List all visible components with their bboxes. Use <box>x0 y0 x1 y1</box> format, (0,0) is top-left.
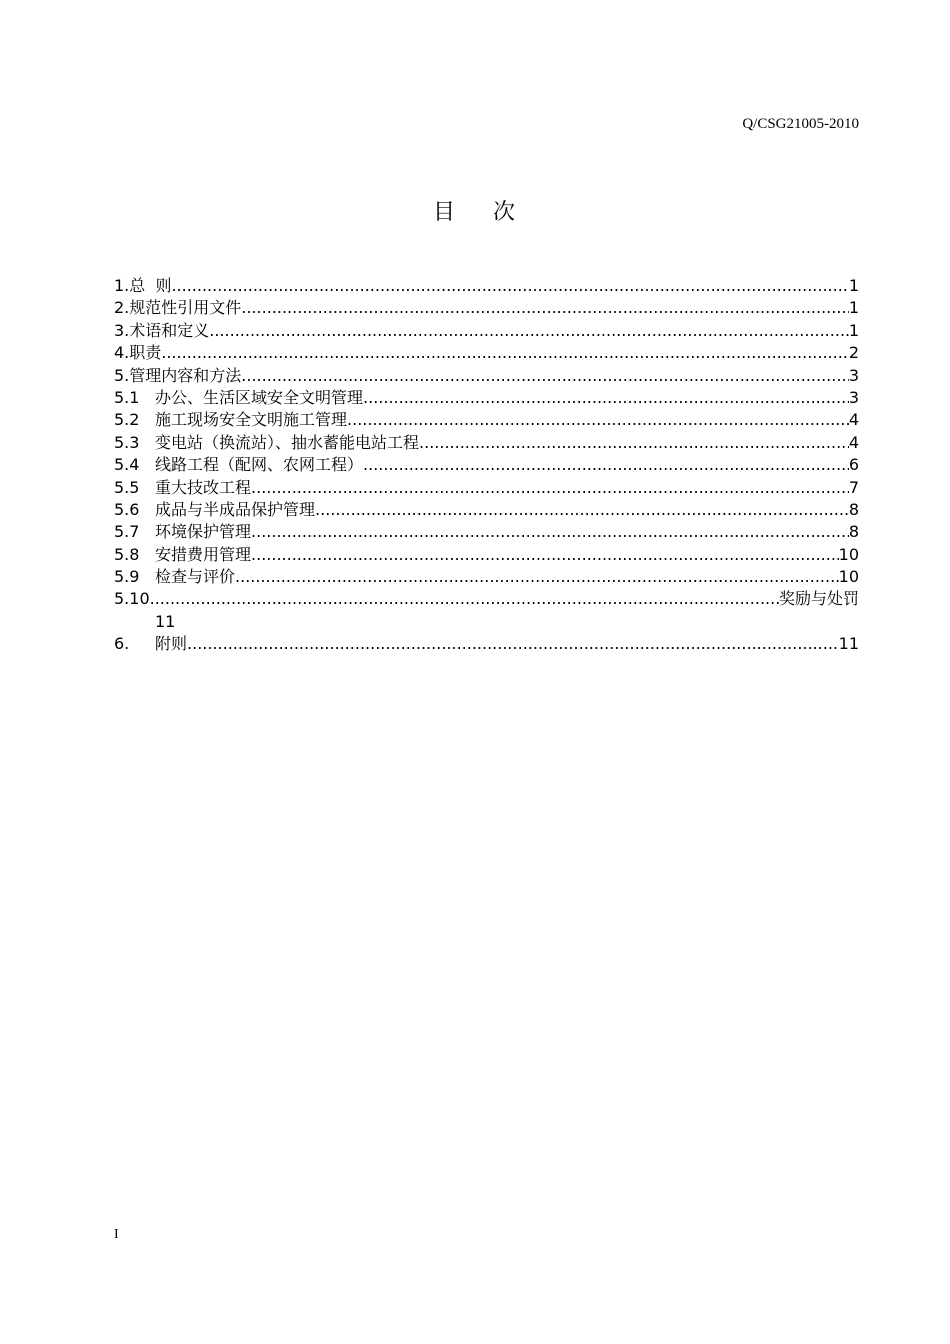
table-of-contents <box>114 275 859 656</box>
toc-entry-5-9[interactable] <box>114 566 859 588</box>
toc-leader-dots <box>241 365 849 387</box>
toc-entry-page: 1 <box>848 298 859 318</box>
toc-leader-dots <box>235 566 839 588</box>
toc-entry-5-7[interactable] <box>114 521 859 543</box>
toc-entry-5-5[interactable] <box>114 477 859 499</box>
toc-entry-5[interactable] <box>114 365 859 387</box>
toc-entry-1[interactable] <box>114 275 859 297</box>
toc-entry-label: 检查与评价 <box>155 567 236 587</box>
toc-leader-dots <box>187 633 839 655</box>
toc-entry-label: 变电站（换流站）、抽水蓄能电站工程 <box>155 432 420 452</box>
toc-entry-5-10[interactable] <box>114 588 859 633</box>
document-code: Q/CSG21005-2010 <box>742 116 859 132</box>
toc-entry-3[interactable] <box>114 320 859 342</box>
toc-entry-5-4[interactable] <box>114 454 859 476</box>
toc-entry-number: 5. <box>114 365 130 385</box>
toc-entry-page: 11 <box>155 611 176 631</box>
toc-entry-page: 10 <box>838 567 859 587</box>
toc-entry-label: 管理内容和方法 <box>129 365 242 385</box>
toc-entry-label: 职责 <box>129 343 162 363</box>
toc-entry-label: 术语和定义 <box>129 320 210 340</box>
toc-entry-label: 办公、生活区域安全文明管理 <box>155 387 364 407</box>
toc-entry-number: 5.4 <box>114 455 140 475</box>
toc-entry-page: 8 <box>848 499 859 519</box>
toc-entry-page: 3 <box>848 365 859 385</box>
toc-entry-label: 安措费用管理 <box>155 544 252 564</box>
toc-entry-number: 5.2 <box>114 410 140 430</box>
toc-entry-page: 2 <box>848 343 859 363</box>
toc-leader-dots <box>161 342 849 364</box>
toc-entry-4[interactable] <box>114 342 859 364</box>
toc-entry-page: 3 <box>848 387 859 407</box>
toc-entry-page: 8 <box>848 522 859 542</box>
toc-entry-5-3[interactable] <box>114 432 859 454</box>
toc-entry-number: 5.9 <box>114 567 140 587</box>
toc-entry-label: 规范性引用文件 <box>129 298 242 318</box>
toc-entry-page: 10 <box>838 544 859 564</box>
toc-leader-dots <box>363 387 849 409</box>
toc-entry-number: 2. <box>114 298 130 318</box>
toc-entry-6[interactable] <box>114 633 859 655</box>
toc-leader-dots <box>363 454 849 476</box>
toc-leader-dots <box>251 544 839 566</box>
toc-entry-number: 5.8 <box>114 544 140 564</box>
toc-leader-dots <box>347 409 849 431</box>
toc-entry-number: 1. <box>114 276 130 295</box>
title-char-1: 目 <box>432 200 457 225</box>
toc-leader-dots <box>241 297 849 319</box>
toc-entry-5-8[interactable] <box>114 544 859 566</box>
toc-entry-page: 4 <box>848 432 859 452</box>
page-number: I <box>114 1227 119 1242</box>
toc-entry-page: 6 <box>848 455 859 475</box>
toc-entry-5-1[interactable] <box>114 387 859 409</box>
toc-entry-page: 1 <box>848 276 859 295</box>
page-title <box>0 198 950 228</box>
toc-entry-number: 5.7 <box>114 522 140 542</box>
toc-entry-label: 施工现场安全文明施工管理 <box>155 410 348 430</box>
toc-entry-number: 5.6 <box>114 499 140 519</box>
toc-leader-dots <box>315 499 849 521</box>
title-char-2: 次 <box>493 200 518 225</box>
toc-leader-dots <box>171 275 848 297</box>
toc-entry-page: 1 <box>848 320 859 340</box>
toc-entry-page: 4 <box>848 410 859 430</box>
toc-entry-number: 4. <box>114 343 130 363</box>
toc-entry-number: 5.5 <box>114 477 140 497</box>
toc-entry-label: 总 则 <box>129 276 172 295</box>
toc-leader-dots <box>150 588 779 610</box>
toc-entry-number: 3. <box>114 320 130 340</box>
toc-entry-page: 11 <box>838 634 859 654</box>
toc-leader-dots <box>209 320 849 342</box>
toc-entry-label: 奖励与处罚 <box>778 589 859 609</box>
toc-entry-label: 线路工程（配网、农网工程） <box>155 455 364 475</box>
toc-entry-page: 7 <box>848 477 859 497</box>
toc-leader-dots <box>419 432 849 454</box>
toc-entry-number: 5.3 <box>114 432 140 452</box>
toc-entry-number: 5.1 <box>114 387 140 407</box>
toc-leader-dots <box>251 521 849 543</box>
toc-leader-dots <box>251 477 849 499</box>
toc-entry-label: 成品与半成品保护管理 <box>155 499 316 519</box>
toc-entry-5-2[interactable] <box>114 409 859 431</box>
toc-entry-5-6[interactable] <box>114 499 859 521</box>
toc-entry-label: 重大技改工程 <box>155 477 252 497</box>
toc-entry-number: 6. <box>114 634 130 654</box>
toc-entry-2[interactable] <box>114 297 859 319</box>
toc-entry-number: 5.10 <box>114 589 150 609</box>
toc-entry-label: 附则 <box>155 634 188 654</box>
toc-entry-label: 环境保护管理 <box>155 522 252 542</box>
